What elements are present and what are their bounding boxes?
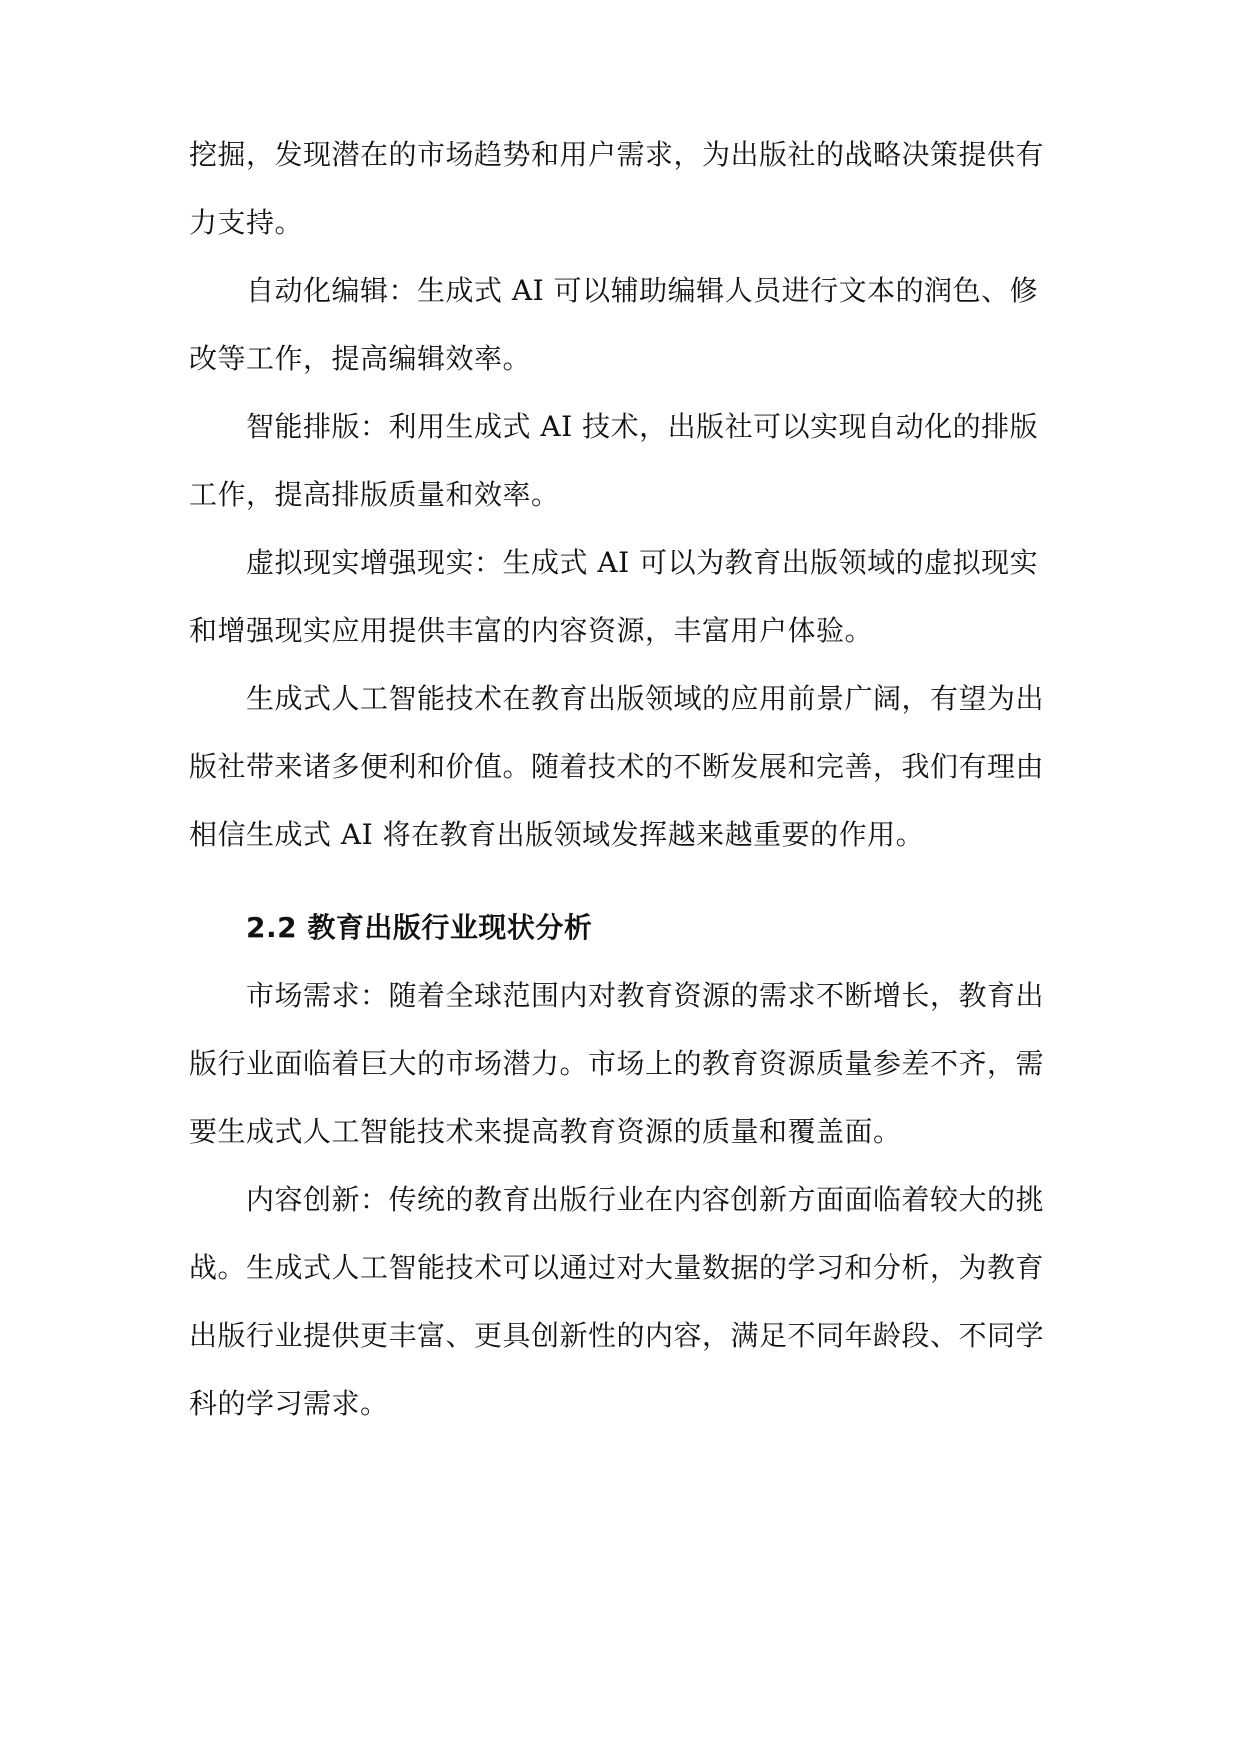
para-layout-line: 智能排版：利用生成式 AI 技术，出版社可以实现自动化的排版 xyxy=(246,410,1039,443)
para-intro-line: 力支持。 xyxy=(189,206,304,239)
para-outlook-line: 生成式人工智能技术在教育出版领域的应用前景广阔，有望为出 xyxy=(246,682,1045,715)
para-vr-ar-line: 和增强现实应用提供丰富的内容资源，丰富用户体验。 xyxy=(189,614,874,647)
para-market-line: 市场需求：随着全球范围内对教育资源的需求不断增长，教育出 xyxy=(246,979,1045,1012)
para-content-line: 战。生成式人工智能技术可以通过对大量数据的学习和分析，为教育 xyxy=(189,1251,1045,1284)
para-vr-ar-line: 虚拟现实增强现实：生成式 AI 可以为教育出版领域的虚拟现实 xyxy=(246,546,1039,579)
para-outlook-line: 相信生成式 AI 将在教育出版领域发挥越来越重要的作用。 xyxy=(189,818,925,851)
para-content-line: 出版行业提供更丰富、更具创新性的内容，满足不同年龄段、不同学 xyxy=(189,1319,1045,1352)
para-editing-line: 自动化编辑：生成式 AI 可以辅助编辑人员进行文本的润色、修 xyxy=(246,274,1039,307)
section-heading: 2.2 教育出版行业现状分析 xyxy=(246,911,593,944)
para-market-line: 要生成式人工智能技术来提高教育资源的质量和覆盖面。 xyxy=(189,1115,902,1148)
para-intro-line: 挖掘，发现潜在的市场趋势和用户需求，为出版社的战略决策提供有 xyxy=(189,138,1045,171)
para-editing-line: 改等工作，提高编辑效率。 xyxy=(189,342,532,375)
para-content-line: 内容创新：传统的教育出版行业在内容创新方面面临着较大的挑 xyxy=(246,1183,1045,1216)
para-market-line: 版行业面临着巨大的市场潜力。市场上的教育资源质量参差不齐，需 xyxy=(189,1047,1045,1080)
para-outlook-line: 版社带来诸多便利和价值。随着技术的不断发展和完善，我们有理由 xyxy=(189,750,1045,783)
para-layout-line: 工作，提高排版质量和效率。 xyxy=(189,478,560,511)
para-content-line: 科的学习需求。 xyxy=(189,1387,389,1420)
